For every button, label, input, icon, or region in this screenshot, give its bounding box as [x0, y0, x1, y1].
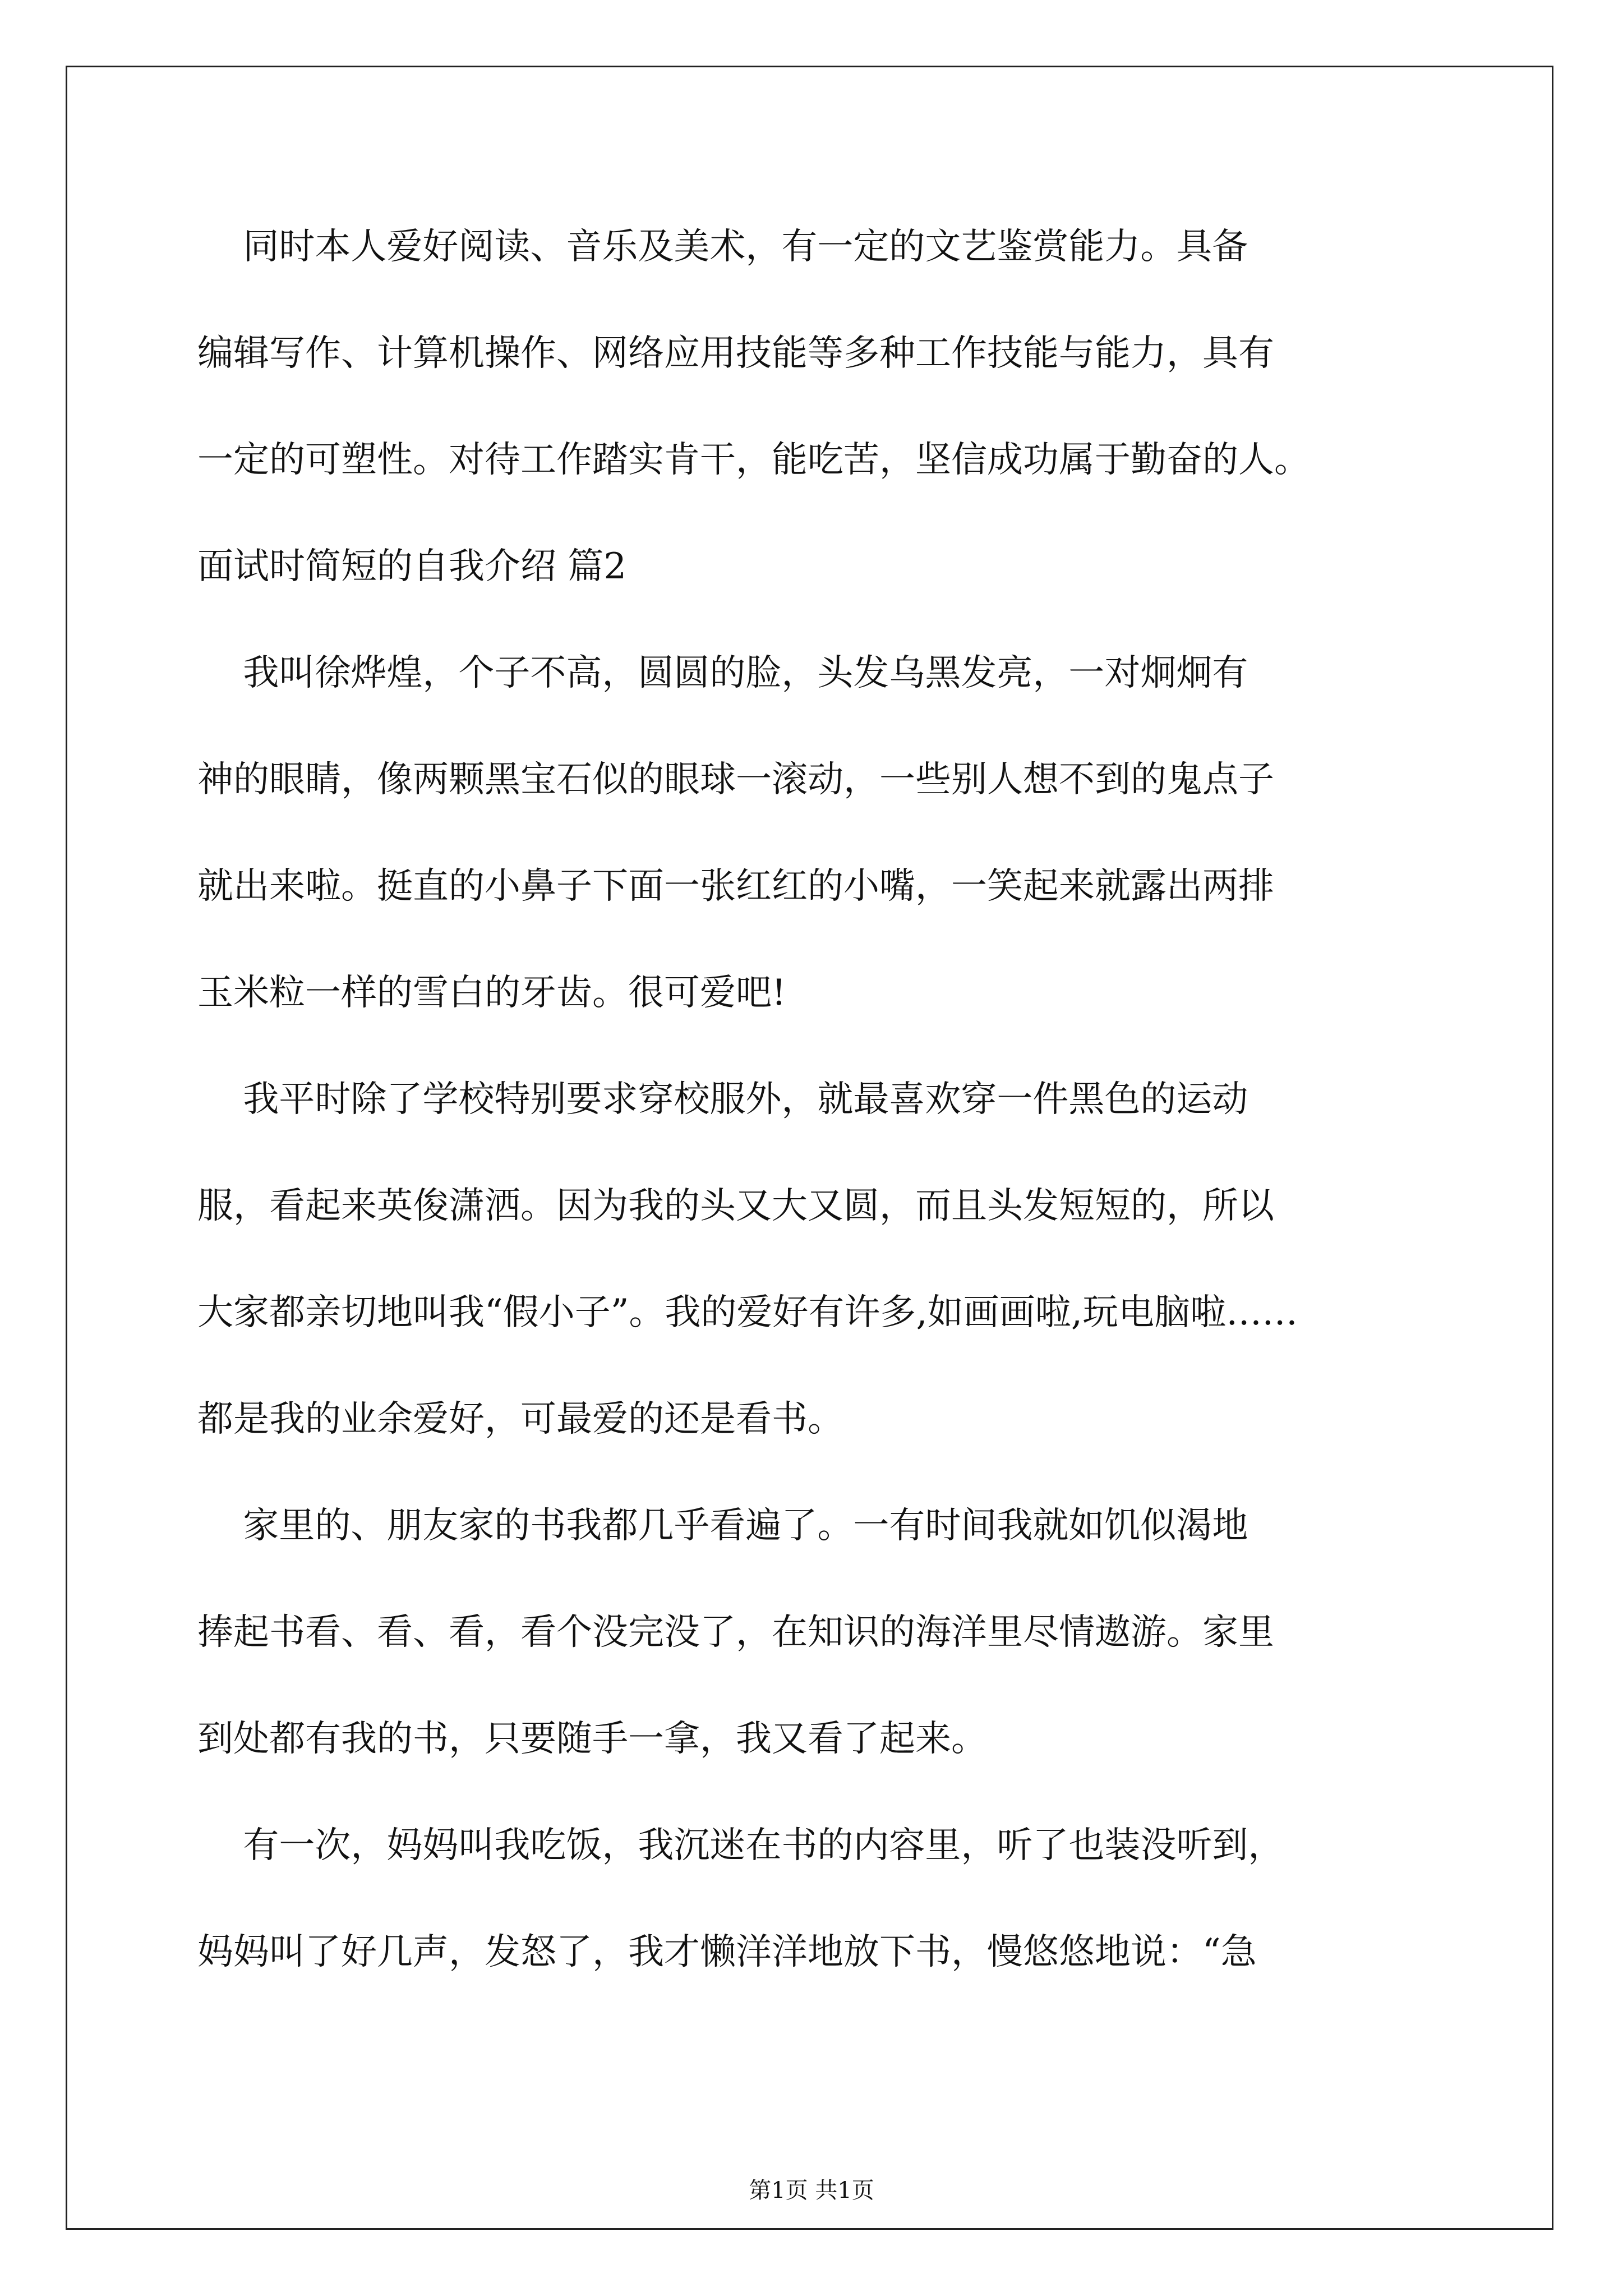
- text-line: 有一次，妈妈叫我吃饭，我沉迷在书的内容里，听了也装没听到，: [197, 1825, 1284, 1866]
- text-line: 同时本人爱好阅读、音乐及美术，有一定的文艺鉴赏能力。具备: [197, 226, 1248, 268]
- section-heading: 面试时简短的自我介绍 篇2: [197, 546, 627, 587]
- text-line: 捧起书看、看、看，看个没完没了，在知识的海洋里尽情遨游。家里: [197, 1612, 1274, 1653]
- text-line: 家里的、朋友家的书我都几乎看遍了。一有时间我就如饥似渴地: [197, 1505, 1248, 1547]
- text-line: 大家都亲切地叫我“假小子”。我的爱好有许多,如画画啦,玩电脑啦……: [197, 1292, 1298, 1333]
- text-line: 服，看起来英俊潇洒。因为我的头又大又圆，而且头发短短的，所以: [197, 1185, 1274, 1227]
- text-line: 编辑写作、计算机操作、网络应用技能等多种工作技能与能力，具有: [197, 333, 1274, 374]
- text-line: 一定的可塑性。对待工作踏实肯干，能吃苦，坚信成功属于勤奋的人。: [197, 439, 1310, 481]
- page-footer: 第1页 共1页: [749, 2178, 874, 2203]
- text-line: 妈妈叫了好几声，发怒了，我才懒洋洋地放下书，慢悠悠地说：“急: [197, 1931, 1257, 1973]
- text-line: 我平时除了学校特别要求穿校服外，就最喜欢穿一件黑色的运动: [197, 1079, 1248, 1120]
- page-border: [66, 66, 1553, 2230]
- text-line: 就出来啦。挺直的小鼻子下面一张红红的小嘴，一笑起来就露出两排: [197, 866, 1274, 907]
- text-line: 玉米粒一样的雪白的牙齿。很可爱吧!: [197, 972, 786, 1014]
- text-line: 我叫徐烨煌，个子不高，圆圆的脸，头发乌黑发亮，一对炯炯有: [197, 652, 1248, 694]
- text-line: 神的眼睛，像两颗黑宝石似的眼球一滚动，一些别人想不到的鬼点子: [197, 759, 1274, 800]
- text-line: 都是我的业余爱好，可最爱的还是看书。: [197, 1398, 843, 1440]
- text-line: 到处都有我的书，只要随手一拿，我又看了起来。: [197, 1718, 987, 1760]
